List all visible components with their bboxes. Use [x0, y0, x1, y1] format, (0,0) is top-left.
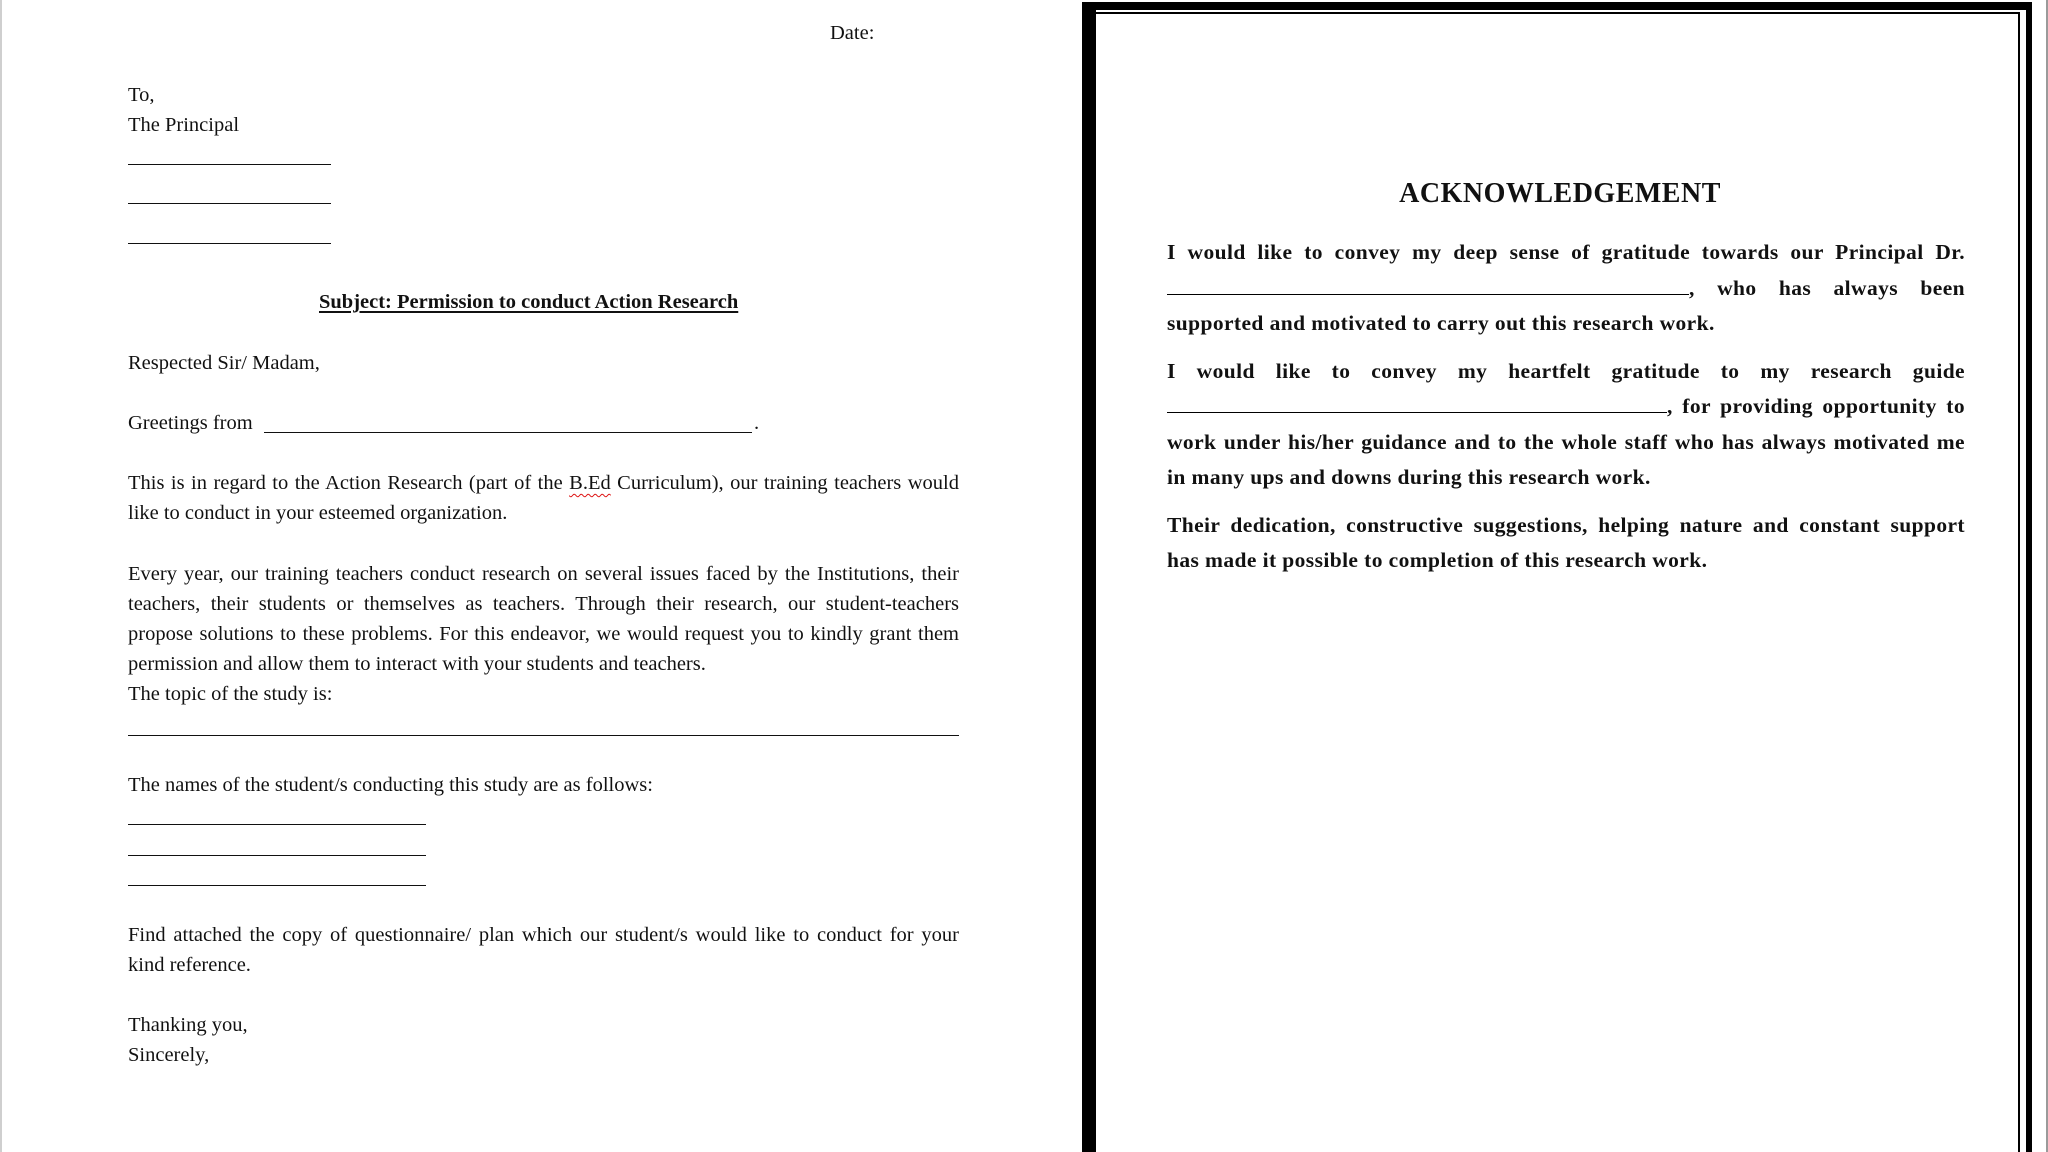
acknowledgement-title: ACKNOWLEDGEMENT	[1399, 178, 1721, 209]
guide-name-blank	[1167, 392, 1667, 413]
student-name-line-1	[128, 824, 426, 825]
student-name-line-2	[128, 855, 426, 856]
greetings-blank-line	[264, 432, 752, 433]
acknowledgement-body	[1167, 235, 1965, 591]
greetings-label: Greetings from	[128, 412, 253, 434]
student-names-label: The names of the student/s conducting this study are as follows:	[128, 774, 653, 796]
acknowledgement-page	[1082, 0, 2038, 1152]
student-name-line-3	[128, 885, 426, 886]
principal-name-blank	[1167, 274, 1689, 295]
letter-thanks: Thanking you,	[128, 1014, 248, 1036]
acknowledgement-paragraph-principal: I would like to convey my deep sense of gratitude towards our Principal Dr., who has always been supported and motivated to carry out this research work.	[1167, 240, 1965, 335]
acknowledgement-paragraph-guide: I would like to convey my heartfelt gratitude to my research guide , for providing opportunity to work under his/her guidance and to the whole staff who has always motivated me in many ups and downs during this research work.	[1167, 358, 1965, 489]
letter-paragraph-attachment: Find attached the copy of questionnaire/ plan which our student/s would like to conduct for your kind reference.	[128, 924, 959, 976]
address-blank-line-1	[128, 164, 331, 165]
letter-closing: Sincerely,	[128, 1044, 210, 1066]
letter-salutation: Respected Sir/ Madam,	[128, 352, 320, 374]
address-blank-line-2	[128, 203, 331, 204]
topic-label: The topic of the study is:	[128, 683, 333, 705]
acknowledgement-paragraph-staff: Their dedication, constructive suggestions, helping nature and constant support has made it possible to completion of this research work.	[1167, 512, 1965, 572]
address-recipient: The Principal	[128, 114, 240, 136]
address-blank-line-3	[128, 243, 331, 244]
spellcheck-word: B.Ed	[569, 472, 611, 494]
letter-subject: Subject: Permission to conduct Action Research	[319, 291, 739, 313]
letter-paragraph-purpose: This is in regard to the Action Research (part of the B.Ed Curriculum), our training teachers would like to conduct in your esteemed organization.	[128, 472, 959, 524]
topic-blank-line	[128, 735, 959, 736]
greetings-end: .	[754, 412, 760, 434]
letter-paragraph-description: Every year, our training teachers conduct research on several issues faced by the Institutions, their teachers, their students or themselves as teachers. Through their research, our student-teachers propose solutions to these problems. For this endeavor, we would request you to kindly grant them permission and allow them to interact with your students and teachers.	[128, 563, 959, 675]
date-label: Date:	[830, 22, 875, 44]
address-to: To,	[128, 84, 155, 106]
